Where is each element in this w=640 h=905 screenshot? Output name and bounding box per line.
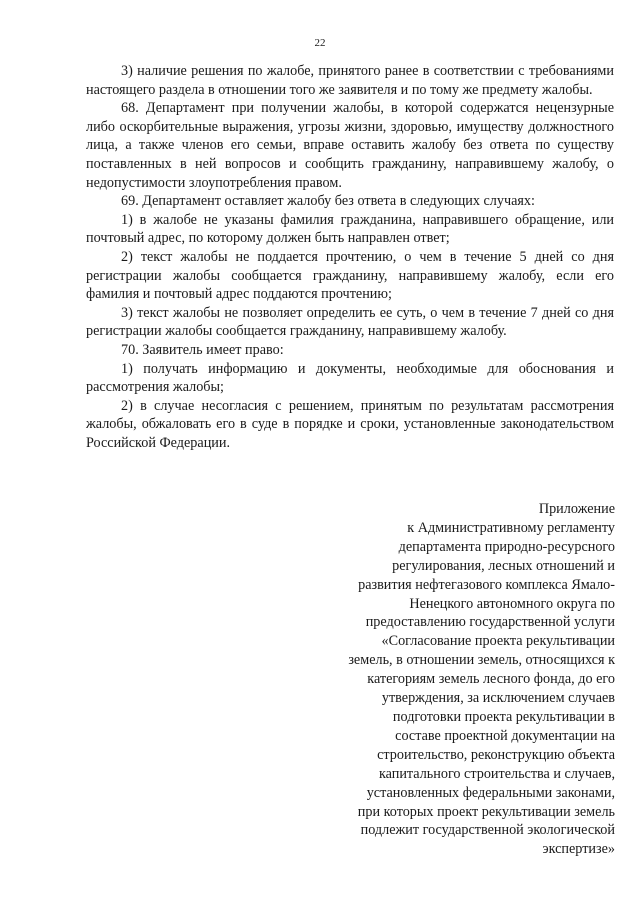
appendix-line: при которых проект рекультивации земель [357,803,615,820]
appendix-line: экспертизе» [542,841,615,858]
appendix-line: установленных федеральными законами, [366,784,615,801]
appendix-line: капитального строительства и случаев, [378,765,615,782]
paragraph-69-item-1: 1) в жалобе не указаны фамилия гражданина, направившего обращение, или почтовый адрес, по которому должен быть направлен ответ; [86,211,614,247]
appendix-line: утверждения, за исключением случаев [381,690,615,707]
appendix-line: предоставлению государственной услуги [365,614,615,631]
paragraph-70-item-2: 2) в случае несогласия с решением, принятым по результатам рассмотрения жалобы, обжаловать его в суде в порядке и сроки, установленные законодательством Российской Федерации. [86,397,614,451]
page-number: 22 [314,37,326,49]
paragraph-item-3: 3) наличие решения по жалобе, принятого ранее в соответствии с требованиями настоящего раздела в отношении того же заявителя и по тому же предмету жалобы. [86,63,614,98]
appendix-line: регулирования, лесных отношений и [392,557,615,574]
appendix-line: Ненецкого автономного округа по [409,595,615,612]
appendix-line: подлежит государственной экологической [360,822,615,839]
appendix-line: к Административному регламенту [407,519,615,536]
document-body [86,62,614,452]
paragraph-70: 70. Заявитель имеет право: [121,341,284,358]
paragraph-70-item-1: 1) получать информацию и документы, необходимые для обоснования и рассмотрения жалобы; [86,360,614,396]
paragraph-69: 69. Департамент оставляет жалобу без ответа в следующих случаях: [121,193,535,210]
appendix-line: подготовки проекта рекультивации в [392,708,615,725]
appendix-line: развития нефтегазового комплекса Ямало- [358,576,615,593]
paragraph-69-item-2: 2) текст жалобы не поддается прочтению, о чем в течение 5 дней со дня регистрации жалобы сообщается гражданину, направившему жалобу, если его фамилия и почтовый адрес поддаются прочтению; [86,248,614,303]
appendix-line: категориям земель лесного фонда, до его [367,671,615,688]
appendix-line: «Согласование проекта рекультивации [381,633,615,650]
appendix-line: строительство, реконструкцию объекта [377,746,615,763]
appendix-line: земель, в отношении земель, относящихся к [348,652,615,669]
paragraph-68: 68. Департамент при получении жалобы, в которой содержатся нецензурные либо оскорбительные выражения, угрозы жизни, здоровью, имуществу должностного лица, а также членов его семьи, вправе оставить жалобу без ответа по существу поставленных в ней вопросов и сообщить гражданину, направившему жалобу, о недопустимости злоупотребления правом. [86,100,614,191]
appendix-line: Приложение [538,501,615,517]
appendix-caption [315,500,615,859]
appendix-line: составе проектной документации на [395,727,615,744]
appendix-line: департамента природно-ресурсного [398,538,615,555]
paragraph-69-item-3: 3) текст жалобы не позволяет определить ее суть, о чем в течение 7 дней со дня регистрации жалобы сообщается гражданину, направившему жалобу. [86,304,614,340]
